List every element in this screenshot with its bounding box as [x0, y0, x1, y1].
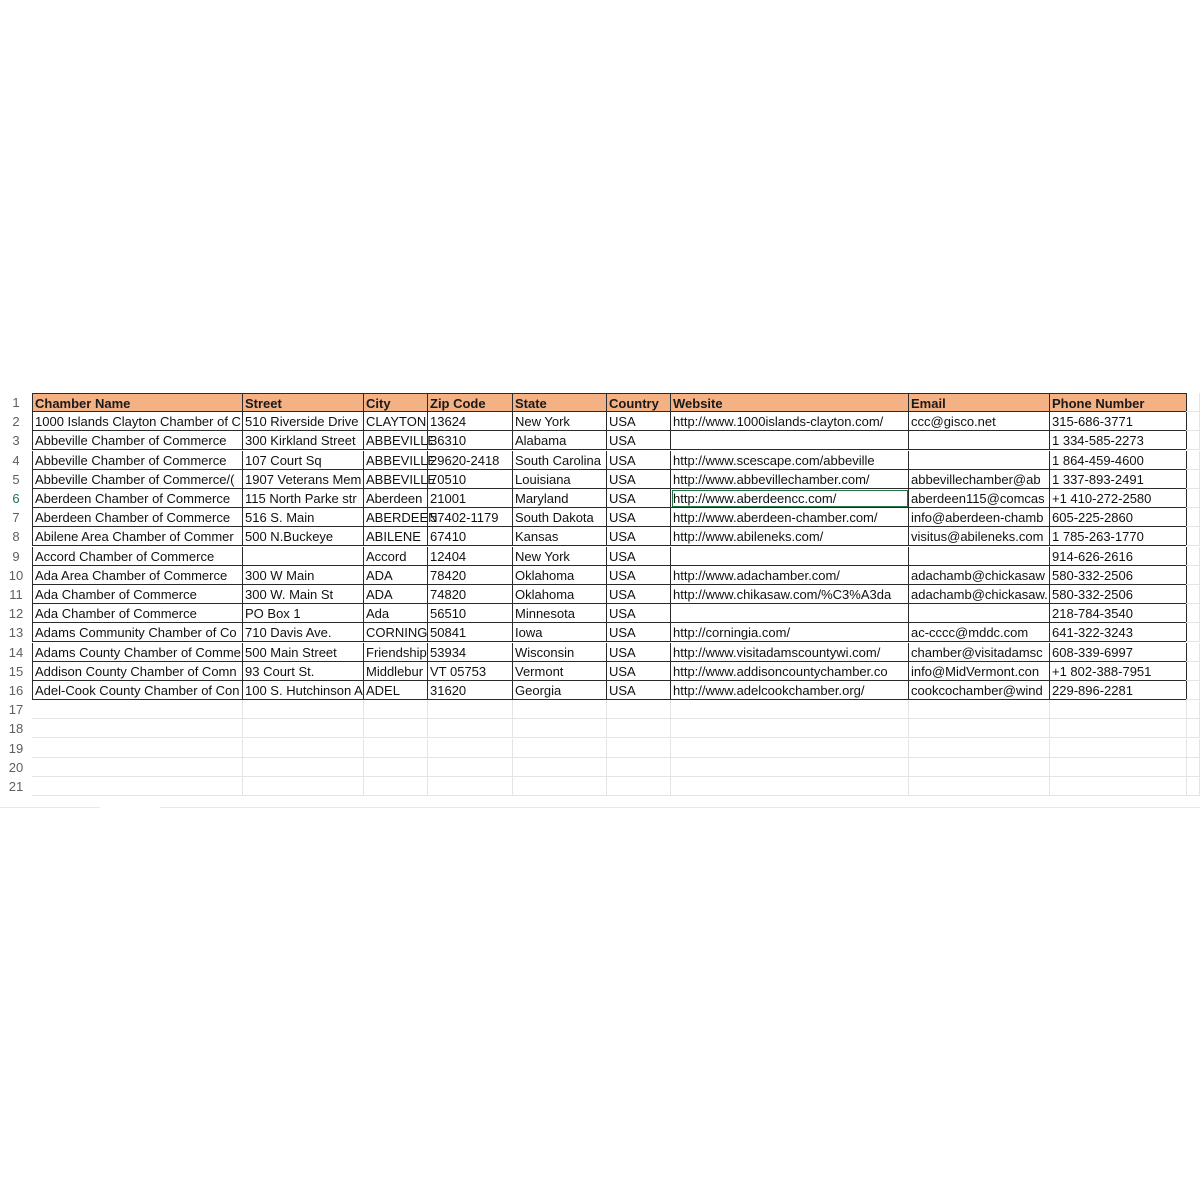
empty-cell[interactable]: [1186, 547, 1200, 566]
cell-state[interactable]: Minnesota: [513, 604, 607, 623]
cell-street[interactable]: 300 W Main: [243, 566, 364, 585]
table-row: [0, 451, 1200, 470]
cell-name[interactable]: Aberdeen Chamber of Commerce: [32, 489, 243, 508]
empty-cell[interactable]: [428, 700, 513, 719]
cell-zip[interactable]: 56510: [428, 604, 513, 623]
cell-country[interactable]: USA: [607, 566, 671, 585]
column-header-city[interactable]: City: [364, 393, 428, 412]
cell-zip[interactable]: 21001: [428, 489, 513, 508]
cell-email[interactable]: [909, 431, 1050, 450]
cell-zip[interactable]: 53934: [428, 643, 513, 662]
cell-email[interactable]: [909, 604, 1050, 623]
empty-cell[interactable]: [32, 700, 243, 719]
empty-cell[interactable]: [671, 719, 909, 738]
empty-cell[interactable]: [32, 777, 243, 796]
cell-website[interactable]: http://www.1000islands-clayton.com/: [671, 412, 909, 431]
empty-cell[interactable]: [364, 777, 428, 796]
cell-email[interactable]: cookcochamber@wind: [909, 681, 1050, 700]
cell-country[interactable]: USA: [607, 451, 671, 470]
cell-street[interactable]: 1907 Veterans Mem: [243, 470, 364, 489]
cell-zip[interactable]: 13624: [428, 412, 513, 431]
cell-name[interactable]: Abbeville Chamber of Commerce/(: [32, 470, 243, 489]
column-header-zip[interactable]: Zip Code: [428, 393, 513, 412]
table-row: [0, 470, 1200, 489]
empty-cell[interactable]: [243, 758, 364, 777]
cell-zip[interactable]: 78420: [428, 566, 513, 585]
cell-street[interactable]: 500 Main Street: [243, 643, 364, 662]
empty-cell[interactable]: [1186, 412, 1200, 431]
cell-city[interactable]: CLAYTON: [366, 414, 427, 430]
cell-street[interactable]: [243, 547, 364, 566]
empty-cell[interactable]: [607, 758, 671, 777]
row-number[interactable]: 19: [8, 740, 24, 756]
table-row: [0, 662, 1200, 681]
empty-cell[interactable]: [513, 719, 607, 738]
cell-zip[interactable]: 50841: [428, 623, 513, 642]
empty-cell[interactable]: [428, 758, 513, 777]
cell-city[interactable]: ABBEVILLE: [366, 433, 437, 449]
table-row: [0, 681, 1200, 700]
cell-phone[interactable]: 608-339-6997: [1050, 643, 1187, 662]
cell-state[interactable]: Alabama: [513, 431, 607, 450]
cell-city[interactable]: ADA: [364, 585, 428, 604]
cell-zip[interactable]: VT 05753: [428, 662, 513, 681]
cell-name[interactable]: Adel-Cook County Chamber of Con: [32, 681, 243, 700]
empty-cell[interactable]: [1186, 393, 1200, 412]
cell-name[interactable]: Ada Chamber of Commerce: [32, 585, 243, 604]
row-number[interactable]: 11: [9, 587, 23, 602]
cell-name[interactable]: Addison County Chamber of Comn: [32, 662, 243, 681]
cell-phone[interactable]: 580-332-2506: [1050, 566, 1187, 585]
cell-country[interactable]: USA: [607, 412, 671, 431]
cell-zip[interactable]: 12404: [428, 547, 513, 566]
empty-cell[interactable]: [364, 739, 428, 758]
cell-email[interactable]: info@MidVermont.con: [909, 662, 1050, 681]
selected-cell[interactable]: http://www.aberdeencc.com/: [671, 489, 909, 508]
cell-state[interactable]: South Dakota: [513, 508, 607, 527]
empty-cell[interactable]: [1186, 758, 1200, 777]
cell-website[interactable]: http://www.abileneks.com/: [671, 527, 909, 546]
row-number[interactable]: 21: [8, 779, 24, 794]
empty-cell[interactable]: [243, 719, 364, 738]
table-row: [0, 489, 1200, 508]
cell-street[interactable]: 516 S. Main: [243, 508, 364, 527]
cell-website[interactable]: http://www.adelcookchamber.org/: [671, 681, 909, 700]
cell-website[interactable]: http://www.adachamber.com/: [671, 566, 909, 585]
cell-country[interactable]: USA: [607, 623, 671, 642]
cell-name[interactable]: Abbeville Chamber of Commerce: [32, 431, 243, 450]
cell-name[interactable]: Abilene Area Chamber of Commer: [32, 527, 243, 546]
cell-city[interactable]: Accord: [364, 547, 428, 566]
empty-cell[interactable]: [1186, 739, 1200, 758]
empty-cell[interactable]: [513, 700, 607, 719]
table-row: [0, 623, 1200, 642]
cell-state[interactable]: South Carolina: [513, 451, 607, 470]
table-row: [0, 604, 1200, 623]
cell-phone[interactable]: 315-686-3771: [1050, 412, 1187, 431]
empty-cell[interactable]: [1186, 566, 1200, 585]
row-number[interactable]: 7: [12, 510, 20, 526]
table-row: [0, 547, 1200, 566]
cell-city[interactable]: ABILENE: [364, 527, 428, 546]
cell-name[interactable]: Abbeville Chamber of Commerce: [32, 451, 243, 470]
table-row: [0, 412, 1200, 431]
header-row: [0, 393, 1200, 412]
cell-zip[interactable]: 29620-2418: [428, 451, 513, 470]
empty-row: [0, 739, 1200, 758]
empty-cell[interactable]: [1050, 758, 1187, 777]
empty-cell[interactable]: [909, 700, 1050, 719]
cell-country[interactable]: USA: [607, 643, 671, 662]
empty-cell[interactable]: [428, 739, 513, 758]
cell-phone[interactable]: 641-322-3243: [1050, 623, 1187, 642]
cell-email[interactable]: aberdeen115@comcas: [909, 489, 1050, 508]
spreadsheet-grid[interactable]: [0, 393, 1200, 808]
row-number[interactable]: 9: [12, 548, 20, 564]
cell-phone[interactable]: 1 334-585-2273: [1050, 431, 1187, 450]
cell-name[interactable]: Accord Chamber of Commerce: [32, 547, 243, 566]
empty-cell[interactable]: [1050, 739, 1187, 758]
empty-cell[interactable]: [909, 719, 1050, 738]
empty-cell[interactable]: [364, 758, 428, 777]
cell-email[interactable]: adachamb@chickasaw.: [909, 585, 1050, 604]
cell-street[interactable]: 100 S. Hutchinson A: [245, 683, 363, 698]
cell-city[interactable]: ABBEVILLE: [366, 452, 437, 468]
empty-cell[interactable]: [1050, 719, 1187, 738]
cell-name[interactable]: Ada Area Chamber of Commerce: [32, 566, 243, 585]
cell-city[interactable]: ADEL: [364, 681, 428, 700]
cell-state[interactable]: Oklahoma: [513, 566, 607, 585]
empty-cell[interactable]: [607, 700, 671, 719]
cell-phone[interactable]: 914-626-2616: [1050, 547, 1187, 566]
cell-state[interactable]: Maryland: [513, 489, 607, 508]
cell-street[interactable]: 115 North Parke str: [243, 489, 364, 508]
empty-cell[interactable]: [671, 739, 909, 758]
cell-country[interactable]: USA: [607, 585, 671, 604]
cell-website[interactable]: [671, 431, 909, 450]
empty-cell[interactable]: [243, 739, 364, 758]
cell-phone[interactable]: 1 785-263-1770: [1050, 527, 1187, 546]
empty-cell[interactable]: [428, 719, 513, 738]
cell-email[interactable]: [909, 547, 1050, 566]
column-header-country[interactable]: Country: [607, 393, 671, 412]
column-header-phone[interactable]: Phone Number: [1050, 393, 1187, 412]
empty-cell[interactable]: [32, 719, 243, 738]
cell-city[interactable]: Aberdeen: [364, 489, 428, 508]
empty-cell[interactable]: [1186, 662, 1200, 681]
empty-cell[interactable]: [1186, 681, 1200, 700]
cell-city[interactable]: ABBEVILLE: [366, 471, 437, 487]
cell-name[interactable]: Adams Community Chamber of Co: [32, 623, 243, 642]
cell-country[interactable]: USA: [607, 527, 671, 546]
column-header-street[interactable]: Street: [243, 393, 364, 412]
cell-street[interactable]: 510 Riverside Drive: [243, 412, 364, 431]
empty-cell[interactable]: [1186, 431, 1200, 450]
empty-row: [0, 719, 1200, 738]
cell-state[interactable]: New York: [513, 547, 607, 566]
cell-email[interactable]: ac-cccc@mddc.com: [909, 623, 1050, 642]
cell-zip[interactable]: 36310: [428, 431, 513, 450]
cell-city[interactable]: Friendship: [366, 644, 427, 660]
cell-phone[interactable]: 229-896-2281: [1050, 681, 1187, 700]
cell-street[interactable]: 710 Davis Ave.: [243, 623, 364, 642]
empty-cell[interactable]: [671, 777, 909, 796]
cell-email[interactable]: info@aberdeen-chamb: [909, 508, 1050, 527]
cell-country[interactable]: USA: [607, 489, 671, 508]
cell-phone[interactable]: +1 410-272-2580: [1050, 489, 1187, 508]
empty-cell[interactable]: [607, 777, 671, 796]
cell-street[interactable]: PO Box 1: [243, 604, 364, 623]
column-header-name[interactable]: Chamber Name: [32, 393, 243, 412]
cell-country[interactable]: USA: [607, 431, 671, 450]
cell-zip[interactable]: 70510: [428, 470, 513, 489]
cell-country[interactable]: USA: [607, 470, 671, 489]
empty-cell[interactable]: [1186, 585, 1200, 604]
row-number[interactable]: 3: [12, 433, 20, 449]
empty-cell[interactable]: [1050, 700, 1187, 719]
cell-state[interactable]: Vermont: [513, 662, 607, 681]
cell-city[interactable]: ADA: [364, 566, 428, 585]
row-number[interactable]: 13: [8, 625, 24, 641]
row-number[interactable]: 18: [8, 721, 24, 737]
empty-cell[interactable]: [1050, 777, 1187, 796]
empty-cell[interactable]: [1186, 527, 1200, 546]
cell-phone[interactable]: +1 802-388-7951: [1050, 662, 1187, 681]
empty-cell[interactable]: [671, 700, 909, 719]
empty-cell[interactable]: [909, 739, 1050, 758]
cell-website[interactable]: http://www.abbevillechamber.com/: [671, 470, 909, 489]
empty-cell[interactable]: [1186, 719, 1200, 738]
cell-name[interactable]: Ada Chamber of Commerce: [32, 604, 243, 623]
cell-state[interactable]: Oklahoma: [513, 585, 607, 604]
row-number[interactable]: 4: [12, 452, 20, 468]
empty-row: [0, 700, 1200, 719]
row-number[interactable]: 15: [8, 663, 24, 679]
cell-phone[interactable]: 218-784-3540: [1050, 604, 1187, 623]
cell-country[interactable]: USA: [607, 681, 671, 700]
cell-email[interactable]: ccc@gisco.net: [909, 412, 1050, 431]
cell-state[interactable]: Iowa: [513, 623, 607, 642]
cell-street[interactable]: 107 Court Sq: [243, 451, 364, 470]
cell-phone[interactable]: 1 864-459-4600: [1050, 451, 1187, 470]
cell-website[interactable]: http://corningia.com/: [671, 623, 909, 642]
empty-cell[interactable]: [909, 758, 1050, 777]
table-row: [0, 431, 1200, 450]
empty-row: [0, 777, 1200, 796]
cell-name[interactable]: Aberdeen Chamber of Commerce: [32, 508, 243, 527]
cell-website[interactable]: http://www.chikasaw.com/%C3%A3da: [671, 585, 909, 604]
empty-cell[interactable]: [1186, 623, 1200, 642]
cell-email[interactable]: [909, 451, 1050, 470]
row-number[interactable]: 5: [12, 471, 20, 487]
cell-email[interactable]: abbevillechamber@ab: [909, 470, 1050, 489]
cell-website[interactable]: http://www.aberdeen-chamber.com/: [671, 508, 909, 527]
cell-website[interactable]: [671, 604, 909, 623]
empty-cell[interactable]: [513, 777, 607, 796]
empty-cell[interactable]: [243, 777, 364, 796]
column-header-state[interactable]: State: [513, 393, 607, 412]
cell-state[interactable]: Kansas: [513, 527, 607, 546]
horizontal-scrollbar-gap: [100, 805, 160, 808]
cell-website[interactable]: http://www.scescape.com/abbeville: [671, 451, 909, 470]
empty-cell[interactable]: [243, 700, 364, 719]
cell-phone[interactable]: 1 337-893-2491: [1050, 470, 1187, 489]
empty-cell[interactable]: [1186, 470, 1200, 489]
empty-cell[interactable]: [1186, 508, 1200, 527]
table-row: [0, 585, 1200, 604]
cell-name[interactable]: Adams County Chamber of Comme: [32, 643, 243, 662]
row-number[interactable]: 20: [8, 759, 24, 775]
empty-cell[interactable]: [909, 777, 1050, 796]
cell-country[interactable]: USA: [607, 662, 671, 681]
cell-country[interactable]: USA: [607, 508, 671, 527]
cell-website[interactable]: http://www.visitadamscountywi.com/: [671, 643, 909, 662]
row-number[interactable]: 14: [8, 644, 24, 660]
column-header-website[interactable]: Website: [671, 393, 909, 412]
empty-cell[interactable]: [32, 739, 243, 758]
cell-zip[interactable]: 67410: [428, 527, 513, 546]
empty-cell[interactable]: [607, 739, 671, 758]
cell-website[interactable]: http://www.addisoncountychamber.co: [671, 662, 909, 681]
cell-country[interactable]: USA: [607, 547, 671, 566]
cell-state[interactable]: Wisconsin: [513, 643, 607, 662]
empty-cell[interactable]: [671, 758, 909, 777]
cell-street[interactable]: 300 Kirkland Street: [243, 431, 364, 450]
cell-email[interactable]: adachamb@chickasaw: [909, 566, 1050, 585]
column-header-email[interactable]: Email: [909, 393, 1050, 412]
empty-cell[interactable]: [364, 719, 428, 738]
empty-cell[interactable]: [32, 758, 243, 777]
row-number[interactable]: 17: [8, 702, 24, 718]
empty-cell[interactable]: [513, 758, 607, 777]
empty-cell[interactable]: [1186, 451, 1200, 470]
cell-street[interactable]: 300 W. Main St: [243, 585, 364, 604]
cell-city[interactable]: Middlebur: [364, 662, 428, 681]
cell-email[interactable]: visitus@abileneks.com: [909, 527, 1050, 546]
table-row: [0, 566, 1200, 585]
row-number[interactable]: 10: [8, 567, 24, 583]
empty-cell[interactable]: [1186, 777, 1200, 796]
cell-street[interactable]: 93 Court St.: [243, 662, 364, 681]
cell-phone[interactable]: 580-332-2506: [1050, 585, 1187, 604]
empty-cell[interactable]: [1186, 604, 1200, 623]
empty-cell[interactable]: [1186, 700, 1200, 719]
row-number[interactable]: 2: [12, 414, 20, 430]
cell-phone[interactable]: 605-225-2860: [1050, 508, 1187, 527]
empty-cell[interactable]: [1186, 643, 1200, 662]
cell-state[interactable]: New York: [513, 412, 607, 431]
cell-street[interactable]: 500 N.Buckeye: [243, 527, 364, 546]
empty-cell[interactable]: [1186, 489, 1200, 508]
empty-cell[interactable]: [428, 777, 513, 796]
empty-cell[interactable]: [513, 739, 607, 758]
table-row: [0, 643, 1200, 662]
cell-zip[interactable]: 31620: [428, 681, 513, 700]
row-number[interactable]: 6: [12, 491, 20, 506]
row-number[interactable]: 8: [12, 529, 20, 545]
cell-country[interactable]: USA: [607, 604, 671, 623]
cell-name[interactable]: 1000 Islands Clayton Chamber of C: [32, 412, 243, 431]
cell-state[interactable]: Georgia: [513, 681, 607, 700]
cell-city[interactable]: CORNING: [366, 625, 428, 641]
cell-city[interactable]: Ada: [364, 604, 428, 623]
cell-zip[interactable]: 57402-1179: [428, 508, 513, 527]
cell-city[interactable]: ABERDEEN: [366, 510, 438, 526]
row-number[interactable]: 1: [12, 395, 20, 410]
table-row: [0, 527, 1200, 546]
empty-cell[interactable]: [364, 700, 428, 719]
row-number[interactable]: 16: [8, 683, 24, 698]
table-row: [0, 508, 1200, 527]
empty-cell[interactable]: [607, 719, 671, 738]
cell-website[interactable]: [671, 547, 909, 566]
empty-row: [0, 758, 1200, 777]
cell-zip[interactable]: 74820: [428, 585, 513, 604]
row-number[interactable]: 12: [8, 606, 24, 622]
cell-email[interactable]: chamber@visitadamsc: [909, 643, 1050, 662]
cell-state[interactable]: Louisiana: [513, 470, 607, 489]
sheet-bottom-edge: [0, 807, 1200, 808]
